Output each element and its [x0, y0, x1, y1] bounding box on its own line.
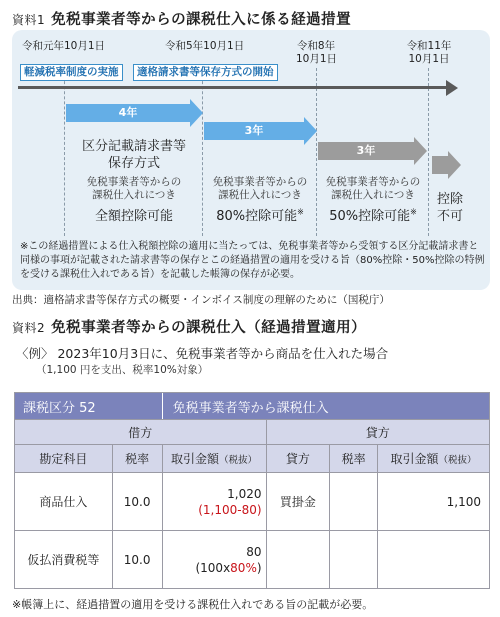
col-account: 勘定科目: [15, 445, 113, 473]
date-r8-year: 令和8年: [296, 40, 336, 52]
row1-account: 商品仕入: [15, 473, 113, 531]
date-r1: 令和元年10月1日: [22, 40, 106, 52]
period1-title-line1: 区分記載請求書等: [81, 139, 186, 154]
period2-sub-line2: 課税仕入れにつき: [218, 189, 302, 201]
section2-title: [12, 316, 366, 337]
table-side-row: [15, 420, 490, 445]
period3-result: 50%控除可能※: [329, 207, 417, 224]
section1-tag: 資料1: [12, 13, 46, 27]
row2-credit-account: [266, 531, 330, 589]
divider-r11: [428, 68, 429, 236]
category-label: 課税区分 52: [15, 393, 163, 420]
timeline-arrow-head: [446, 80, 458, 96]
row2-credit-amount: [378, 531, 490, 589]
period3-sub-line2: 課税仕入れにつき: [331, 189, 415, 201]
col-credit-rate: 税率: [330, 445, 378, 473]
arrow-period-3y-1-label: 3年: [244, 124, 264, 137]
period4-line1: 控除: [436, 192, 463, 207]
section2-tag: 資料2: [12, 321, 46, 335]
label-reduced-tax: 軽減税率制度の実施: [20, 64, 123, 81]
journal-table: [14, 392, 490, 589]
row2-rate: 10.0: [112, 531, 162, 589]
row2-credit-rate: [330, 531, 378, 589]
arrow-period-final: [432, 156, 460, 174]
category-value: 免税事業者等から課税仕入: [162, 393, 489, 420]
row1-credit-amount: 1,100: [378, 473, 490, 531]
period4-line2: 不可: [436, 209, 463, 224]
section2-title-text: 免税事業者等からの課税仕入（経過措置適用）: [51, 320, 367, 336]
footnote: ※帳簿上に、経過措置の適用を受ける課税仕入れである旨の記載が必要。: [12, 598, 374, 611]
col-credit-account: 貸方: [266, 445, 330, 473]
period2-result: 80%控除可能※: [216, 207, 304, 224]
table-row: [15, 473, 490, 531]
period2-sub-line1: 免税事業者等からの: [212, 176, 308, 188]
date-r5: 令和5年10月1日: [165, 40, 245, 52]
col-rate: 税率: [112, 445, 162, 473]
divider-r8: [316, 68, 317, 236]
arrow-period-3y-1: [204, 122, 316, 140]
period1-sub-line2: 課税仕入れにつき: [92, 189, 176, 201]
period3-sub-line1: 免税事業者等からの: [325, 176, 421, 188]
col-credit-amount: 取引金額（税抜）: [378, 445, 490, 473]
row2-account: 仮払消費税等: [15, 531, 113, 589]
arrow-period-4y: [66, 104, 202, 122]
row1-credit-account: 買掛金: [266, 473, 330, 531]
transition-note: ※この経過措置による仕入税額控除の適用に当たっては、免税事業者等から受領する区分記載請求書と同様の事項が記載された請求書等の保存とこの経過措置の適用を受ける旨（80%控除・50%控除の特例を受ける課税仕入れである旨）を記載した帳簿の保存が必要。: [20, 241, 485, 280]
period1-title-line2: 保存方式: [107, 156, 160, 171]
divider-r5: [202, 66, 203, 236]
arrow-period-3y-2: [318, 142, 426, 160]
row2-amount: 80 (100x80%): [162, 531, 266, 589]
date-r8-day: 10月1日: [296, 53, 338, 65]
divider-r1: [64, 66, 65, 236]
section1-title-text: 免税事業者等からの課税仕入に係る経過措置: [51, 12, 352, 28]
row1-rate: 10.0: [112, 473, 162, 531]
label-invoice-start: 適格請求書等保存方式の開始: [133, 64, 278, 81]
table-column-header-row: [15, 445, 490, 473]
period1-result: 全額控除可能: [94, 209, 173, 224]
credit-header: 貸方: [266, 420, 489, 445]
period1-sub-line1: 免税事業者等からの: [86, 176, 182, 188]
arrow-period-4y-label: 4年: [118, 106, 138, 119]
timeline-bar: [18, 86, 448, 89]
date-r11-day: 10月1日: [408, 53, 450, 65]
section1-title: [12, 8, 351, 29]
debit-header: 借方: [15, 420, 267, 445]
example-subtext: （1,100 円を支出、税率10%対象）: [36, 364, 209, 376]
table-row: [15, 531, 490, 589]
arrow-period-3y-2-label: 3年: [356, 144, 376, 157]
row1-credit-rate: [330, 473, 378, 531]
example-text: 〈例〉 2023年10月3日に、免税事業者等から商品を仕入れた場合: [16, 346, 389, 361]
col-amount: 取引金額（税抜）: [162, 445, 266, 473]
date-r11-year: 令和11年: [406, 40, 452, 52]
source-text: 出典：適格請求書等保存方式の概要・インボイス制度の理解のために（国税庁）: [12, 294, 390, 306]
table-category-row: [15, 393, 490, 420]
row1-amount: 1,020 (1,100-80): [162, 473, 266, 531]
